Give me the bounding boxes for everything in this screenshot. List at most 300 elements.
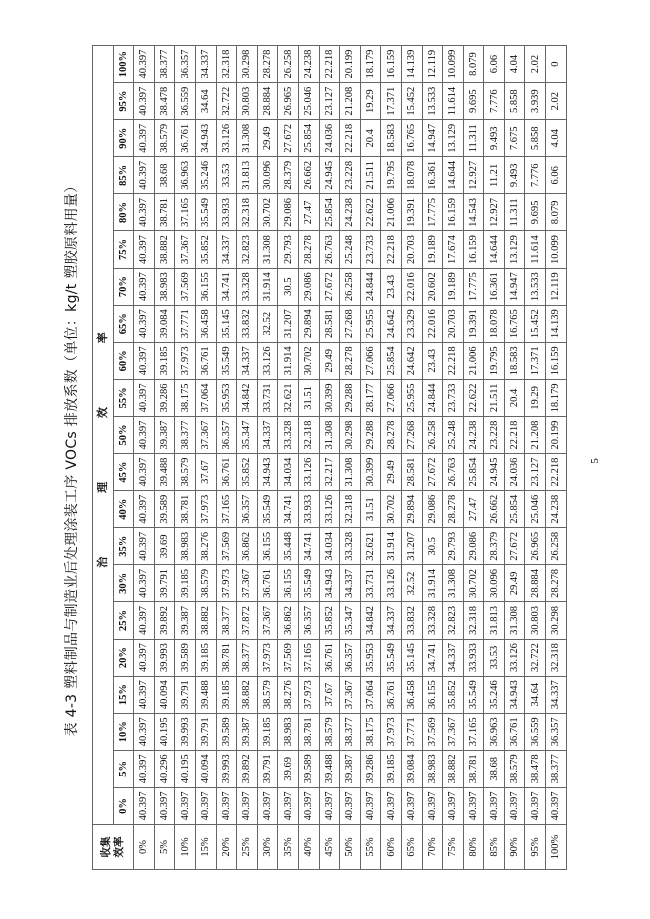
table-cell: 29.894 (401, 491, 422, 528)
table-cell: 31.51 (298, 379, 319, 416)
table-cell: 29.086 (278, 194, 299, 231)
table-cell: 34.337 (546, 676, 567, 713)
table-cell: 38.781 (216, 639, 237, 676)
table-cell: 21.511 (360, 157, 381, 194)
table-cell: 16.159 (443, 194, 464, 231)
row-label: 90% (504, 825, 525, 870)
table-cell: 32.318 (463, 602, 484, 639)
row-label: 65% (401, 825, 422, 870)
table-cell: 31.914 (381, 528, 402, 565)
table-cell: 39.185 (257, 713, 278, 750)
table-cell: 33.731 (360, 565, 381, 602)
table-cell: 23.127 (525, 454, 546, 491)
table-cell: 22.218 (504, 416, 525, 453)
table-cell: 33.933 (463, 639, 484, 676)
row-label: 55% (360, 825, 381, 870)
row-label: 15% (195, 825, 216, 870)
table-cell: 38.579 (154, 120, 175, 157)
column-header: 75% (113, 231, 134, 268)
table-cell: 2.02 (525, 46, 546, 83)
row-label: 60% (381, 825, 402, 870)
table-cell: 40.397 (134, 46, 155, 83)
table-cell: 36.761 (175, 120, 196, 157)
row-label: 85% (484, 825, 505, 870)
corner-label: 收集 效率 (100, 836, 126, 858)
table-cell: 39.084 (154, 305, 175, 342)
table-cell: 21.511 (484, 379, 505, 416)
row-label: 35% (278, 825, 299, 870)
table-cell: 35.549 (216, 342, 237, 379)
table-cell: 30.702 (381, 491, 402, 528)
table-cell: 33.832 (237, 305, 258, 342)
table-cell: 31.207 (401, 528, 422, 565)
table-cell: 34.034 (278, 454, 299, 491)
table-cell: 39.791 (154, 565, 175, 602)
table-cell: 38.377 (340, 713, 361, 750)
table-cell: 40.397 (134, 342, 155, 379)
table-cell: 40.397 (134, 639, 155, 676)
table-cell: 36.155 (422, 676, 443, 713)
table-cell: 37.367 (443, 713, 464, 750)
table-cell: 25.248 (340, 231, 361, 268)
table-cell: 38.377 (216, 602, 237, 639)
table-cell: 40.397 (504, 787, 525, 824)
table-cell: 26.662 (484, 491, 505, 528)
table-cell: 27.672 (278, 120, 299, 157)
table-cell: 31.308 (319, 416, 340, 453)
table-cell: 40.397 (134, 676, 155, 713)
table-cell: 24.036 (504, 454, 525, 491)
table-cell: 37.872 (237, 602, 258, 639)
table-cell: 36.761 (216, 454, 237, 491)
table-cell: 40.397 (443, 787, 464, 824)
table-cell: 40.195 (175, 750, 196, 787)
table-cell: 29.49 (319, 342, 340, 379)
table-cell: 39.185 (216, 676, 237, 713)
table-cell: 38.882 (154, 231, 175, 268)
treatment-efficiency-header: 治 理 效 率 (93, 46, 114, 825)
table-cell: 21.006 (463, 342, 484, 379)
table-cell: 30.096 (484, 565, 505, 602)
table-cell: 40.397 (154, 787, 175, 824)
column-header: 40% (113, 491, 134, 528)
table-cell: 35.549 (463, 676, 484, 713)
table-cell: 29.894 (298, 305, 319, 342)
table-cell: 18.078 (484, 305, 505, 342)
table-cell: 34.842 (237, 379, 258, 416)
column-header: 55% (113, 379, 134, 416)
table-cell: 14.947 (422, 120, 443, 157)
table-cell: 20.703 (443, 305, 464, 342)
table-cell: 18.179 (360, 46, 381, 83)
table-cell: 25.046 (298, 83, 319, 120)
table-cell: 35.953 (360, 639, 381, 676)
table-cell: 34.741 (422, 639, 443, 676)
table-cell: 29.288 (340, 379, 361, 416)
table-row (175, 46, 196, 870)
table-cell: 39.993 (175, 713, 196, 750)
table-cell: 40.397 (216, 787, 237, 824)
table-cell: 34.034 (319, 528, 340, 565)
table-cell: 36.155 (257, 528, 278, 565)
table-row (134, 46, 155, 870)
table-cell: 40.397 (134, 194, 155, 231)
table-cell: 38.983 (154, 268, 175, 305)
table-cell: 37.367 (237, 565, 258, 602)
table-cell: 29.49 (257, 120, 278, 157)
table-cell: 34.943 (195, 120, 216, 157)
column-header: 5% (113, 750, 134, 787)
table-cell: 9.493 (484, 120, 505, 157)
table-cell: 34.337 (340, 565, 361, 602)
table-cell: 37.367 (340, 676, 361, 713)
row-label: 40% (298, 825, 319, 870)
table-cell: 14.947 (504, 268, 525, 305)
table-cell: 29.793 (443, 528, 464, 565)
table-cell: 39.488 (319, 750, 340, 787)
table-cell: 28.278 (546, 565, 567, 602)
table-cell: 23.228 (340, 157, 361, 194)
table-cell: 23.733 (443, 379, 464, 416)
table-cell: 32.318 (237, 194, 258, 231)
table-cell: 31.914 (422, 565, 443, 602)
table-cell: 37.165 (175, 194, 196, 231)
table-row (237, 46, 258, 870)
table-cell: 36.155 (195, 268, 216, 305)
column-header: 25% (113, 602, 134, 639)
table-cell: 39.69 (278, 750, 299, 787)
table-cell: 16.765 (401, 120, 422, 157)
table-cell: 9.695 (463, 83, 484, 120)
table-cell: 40.397 (237, 787, 258, 824)
table-cell: 33.933 (216, 194, 237, 231)
table-cell: 22.218 (443, 342, 464, 379)
table-cell: 34.741 (278, 491, 299, 528)
column-header: 95% (113, 83, 134, 120)
table-cell: 37.165 (298, 639, 319, 676)
table-cell: 33.126 (504, 639, 525, 676)
table-cell: 39.488 (195, 676, 216, 713)
table-cell: 35.549 (381, 639, 402, 676)
table-cell: 27.066 (381, 379, 402, 416)
table-cell: 39.387 (175, 602, 196, 639)
corner-header (93, 825, 134, 870)
table-cell: 26.258 (422, 416, 443, 453)
column-header: 50% (113, 416, 134, 453)
table-cell: 29.49 (381, 454, 402, 491)
table-cell: 29.49 (504, 565, 525, 602)
table-cell: 38.377 (546, 750, 567, 787)
table-row (154, 46, 175, 870)
table-cell: 40.397 (525, 787, 546, 824)
table-cell: 39.185 (195, 639, 216, 676)
table-cell: 25.854 (381, 342, 402, 379)
table-cell: 34.741 (216, 268, 237, 305)
table-cell: 40.397 (134, 528, 155, 565)
table-cell: 40.397 (381, 787, 402, 824)
table-cell: 34.943 (319, 565, 340, 602)
table-cell: 14.644 (484, 231, 505, 268)
table-cell: 35.549 (257, 491, 278, 528)
table-cell: 36.357 (546, 713, 567, 750)
table-cell: 19.391 (401, 194, 422, 231)
table-cell: 38.478 (154, 83, 175, 120)
table-cell: 21.208 (340, 83, 361, 120)
table-cell: 40.397 (134, 787, 155, 824)
column-header: 60% (113, 342, 134, 379)
table-cell: 4.04 (546, 120, 567, 157)
table-cell: 38.478 (525, 750, 546, 787)
table-cell: 38.579 (504, 750, 525, 787)
table-cell: 38.377 (154, 46, 175, 83)
table-cell: 23.43 (422, 342, 443, 379)
table-cell: 39.387 (237, 713, 258, 750)
table-cell: 22.218 (381, 231, 402, 268)
table-cell: 31.308 (504, 602, 525, 639)
table-cell: 17.371 (381, 83, 402, 120)
table-cell: 16.159 (381, 46, 402, 83)
table-cell: 39.589 (216, 713, 237, 750)
row-label: 20% (216, 825, 237, 870)
table-cell: 37.973 (257, 639, 278, 676)
table-cell: 26.763 (443, 454, 464, 491)
column-header-row (113, 46, 134, 870)
table-cell: 8.079 (546, 194, 567, 231)
table-cell: 37.165 (463, 713, 484, 750)
table-cell: 23.733 (360, 231, 381, 268)
table-cell: 19.391 (463, 305, 484, 342)
table-cell: 0 (546, 46, 567, 83)
table-cell: 35.852 (319, 602, 340, 639)
table-cell: 10.099 (443, 46, 464, 83)
table-cell: 40.094 (154, 676, 175, 713)
column-header: 15% (113, 676, 134, 713)
table-row (504, 46, 525, 870)
table-cell: 39.589 (175, 639, 196, 676)
table-body (134, 46, 566, 870)
table-cell: 22.016 (422, 305, 443, 342)
table-cell: 28.884 (257, 83, 278, 120)
table-cell: 32.52 (257, 305, 278, 342)
table-row (278, 46, 299, 870)
table-cell: 32.217 (319, 454, 340, 491)
table-cell: 33.731 (257, 379, 278, 416)
table-cell: 39.791 (195, 713, 216, 750)
group-header-row (93, 46, 114, 870)
table-cell: 31.207 (278, 305, 299, 342)
table-cell: 24.642 (401, 342, 422, 379)
table-cell: 36.862 (237, 528, 258, 565)
table-cell: 40.397 (360, 787, 381, 824)
column-header: 65% (113, 305, 134, 342)
table-cell: 25.854 (298, 120, 319, 157)
table-cell: 40.397 (134, 83, 155, 120)
table-cell: 16.159 (463, 231, 484, 268)
table-cell: 31.914 (278, 342, 299, 379)
table-cell: 16.361 (484, 268, 505, 305)
table-cell: 18.179 (546, 379, 567, 416)
table-cell: 34.337 (381, 602, 402, 639)
table-cell: 36.357 (175, 46, 196, 83)
table-cell: 20.703 (401, 231, 422, 268)
table-cell: 40.094 (195, 750, 216, 787)
table-cell: 35.953 (216, 379, 237, 416)
column-header: 90% (113, 120, 134, 157)
table-cell: 26.965 (278, 83, 299, 120)
table-cell: 40.397 (134, 379, 155, 416)
table-cell: 8.079 (463, 46, 484, 83)
table-cell: 26.763 (319, 231, 340, 268)
table-cell: 36.458 (195, 305, 216, 342)
table-cell: 15.452 (401, 83, 422, 120)
table-cell: 38.377 (237, 639, 258, 676)
table-cell: 11.614 (525, 231, 546, 268)
table-row (340, 46, 361, 870)
table-cell: 24.238 (340, 194, 361, 231)
table-cell: 40.397 (134, 120, 155, 157)
table-cell: 38.781 (154, 194, 175, 231)
table-cell: 36.761 (319, 639, 340, 676)
table-cell: 30.298 (546, 602, 567, 639)
row-label: 80% (463, 825, 484, 870)
table-cell: 37.973 (175, 342, 196, 379)
table-cell: 40.397 (134, 305, 155, 342)
row-label: 95% (525, 825, 546, 870)
table-row (401, 46, 422, 870)
table-cell: 22.622 (463, 379, 484, 416)
table-cell: 35.852 (237, 454, 258, 491)
table-cell: 37.064 (195, 379, 216, 416)
table-cell: 30.702 (463, 565, 484, 602)
table-cell: 9.695 (525, 194, 546, 231)
table-cell: 37.973 (216, 565, 237, 602)
column-header: 10% (113, 713, 134, 750)
table-cell: 32.621 (278, 379, 299, 416)
table-cell: 40.397 (134, 268, 155, 305)
table-cell: 35.246 (484, 676, 505, 713)
table-cell: 36.559 (175, 83, 196, 120)
table-cell: 36.761 (504, 713, 525, 750)
table-cell: 37.569 (216, 528, 237, 565)
table-cell: 33.328 (340, 528, 361, 565)
table-cell: 32.823 (237, 231, 258, 268)
column-header: 80% (113, 194, 134, 231)
table-cell: 28.581 (401, 454, 422, 491)
table-cell: 13.129 (504, 231, 525, 268)
table-cell: 37.367 (175, 231, 196, 268)
table-cell: 17.674 (443, 231, 464, 268)
table-cell: 39.185 (175, 565, 196, 602)
table-row (360, 46, 381, 870)
table-cell: 40.397 (134, 565, 155, 602)
table-cell: 37.367 (257, 602, 278, 639)
table-cell: 40.397 (401, 787, 422, 824)
table-cell: 25.854 (504, 491, 525, 528)
table-cell: 38.276 (195, 528, 216, 565)
table-cell: 38.983 (422, 750, 443, 787)
table-cell: 22.218 (319, 46, 340, 83)
table-cell: 12.119 (422, 46, 443, 83)
table-cell: 30.298 (237, 46, 258, 83)
table-cell: 30.5 (278, 268, 299, 305)
table-cell: 39.69 (154, 528, 175, 565)
table-cell: 29.793 (278, 231, 299, 268)
table-cell: 36.357 (340, 639, 361, 676)
column-header: 20% (113, 639, 134, 676)
table-cell: 35.549 (195, 194, 216, 231)
table-cell: 18.583 (381, 120, 402, 157)
table-cell: 19.795 (381, 157, 402, 194)
table-cell: 14.543 (463, 194, 484, 231)
table-cell: 39.084 (401, 750, 422, 787)
table-cell: 19.795 (484, 342, 505, 379)
table-cell: 40.397 (134, 157, 155, 194)
table-cell: 40.397 (134, 416, 155, 453)
table-cell: 33.328 (422, 602, 443, 639)
table-cell: 30.5 (422, 528, 443, 565)
table-cell: 14.139 (546, 305, 567, 342)
table-cell: 19.29 (360, 83, 381, 120)
table-cell: 24.238 (546, 491, 567, 528)
table-cell: 36.963 (175, 157, 196, 194)
table-cell: 39.791 (175, 676, 196, 713)
table-cell: 33.126 (319, 491, 340, 528)
table-cell: 25.854 (319, 194, 340, 231)
table-cell: 40.397 (134, 231, 155, 268)
table-cell: 28.278 (257, 46, 278, 83)
row-label: 0% (134, 825, 155, 870)
table-cell: 34.64 (525, 676, 546, 713)
table-cell: 38.175 (175, 379, 196, 416)
table-cell: 4.04 (504, 46, 525, 83)
table-cell: 30.399 (360, 454, 381, 491)
table-cell: 35.145 (401, 639, 422, 676)
row-label: 45% (319, 825, 340, 870)
table-cell: 37.973 (195, 491, 216, 528)
row-label: 75% (443, 825, 464, 870)
table-cell: 16.159 (546, 342, 567, 379)
table-cell: 23.228 (484, 416, 505, 453)
table-cell: 25.955 (401, 379, 422, 416)
table-cell: 36.761 (257, 565, 278, 602)
table-cell: 40.397 (422, 787, 443, 824)
table-cell: 37.771 (175, 305, 196, 342)
table-cell: 12.927 (463, 157, 484, 194)
table-cell: 20.4 (504, 379, 525, 416)
row-label: 5% (154, 825, 175, 870)
row-label: 100% (546, 825, 567, 870)
table-cell: 39.488 (154, 454, 175, 491)
table-cell: 39.993 (216, 750, 237, 787)
column-header: 30% (113, 565, 134, 602)
table-cell: 25.046 (525, 491, 546, 528)
table-cell: 23.43 (381, 268, 402, 305)
table-cell: 40.397 (134, 491, 155, 528)
table-row (319, 46, 340, 870)
table-cell: 37.569 (278, 639, 299, 676)
table-cell: 40.397 (340, 787, 361, 824)
column-header: 45% (113, 454, 134, 491)
table-cell: 25.955 (360, 305, 381, 342)
table-cell: 11.311 (504, 194, 525, 231)
table-row (216, 46, 237, 870)
table-cell: 34.943 (504, 676, 525, 713)
table-cell: 37.973 (381, 713, 402, 750)
page-number: 5 (588, 458, 601, 464)
table-cell: 28.884 (525, 565, 546, 602)
table-cell: 38.68 (154, 157, 175, 194)
table-cell: 38.882 (443, 750, 464, 787)
